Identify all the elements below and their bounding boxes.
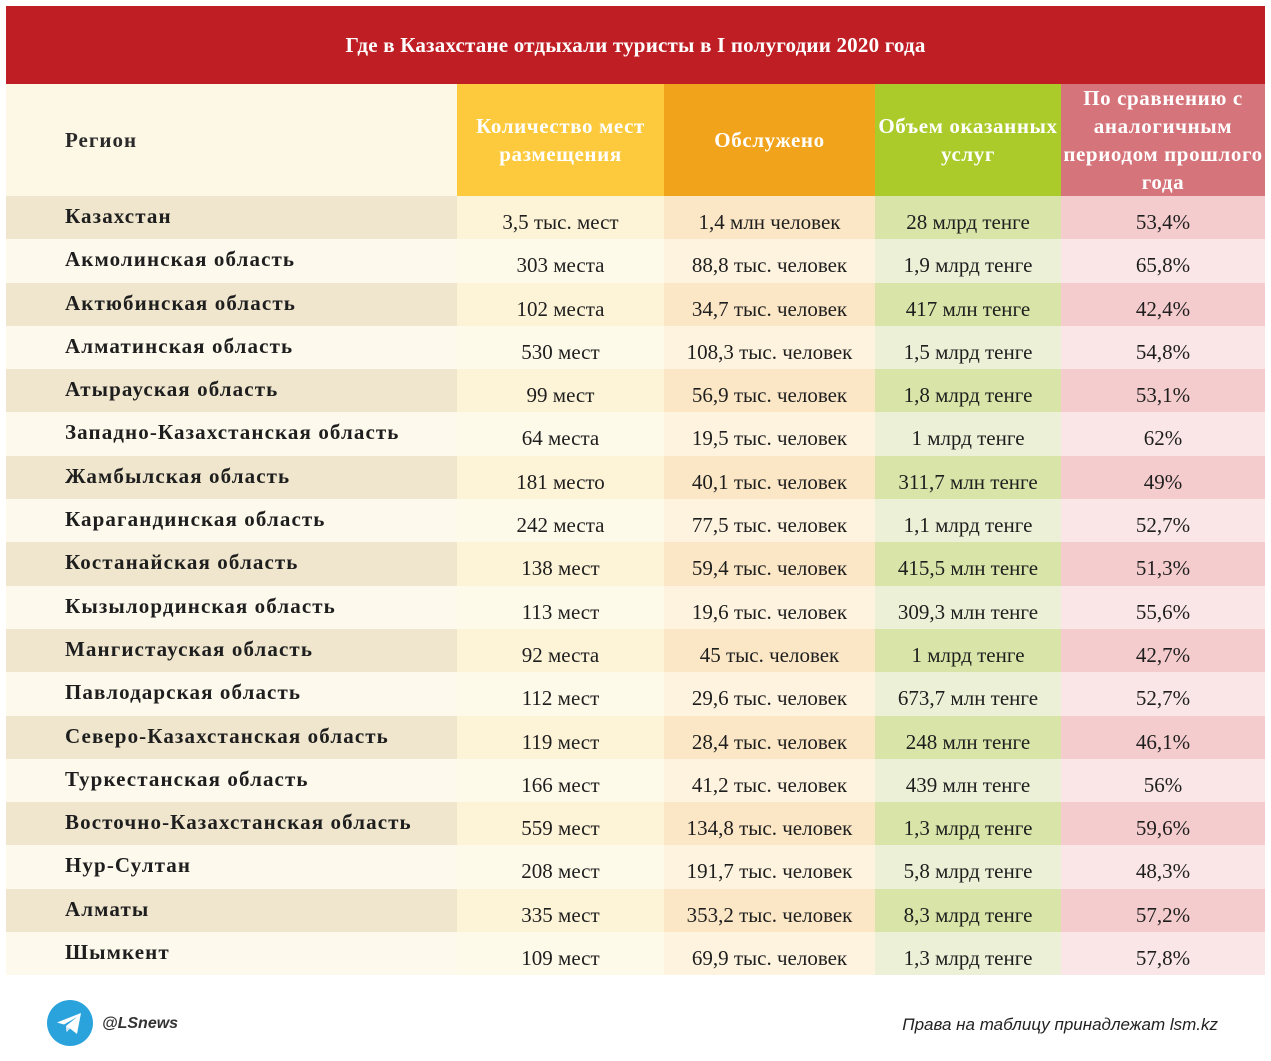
cell-region: Мангистауская область <box>6 629 457 672</box>
table-row <box>6 759 1265 802</box>
cell-compare: 53,1% <box>1061 369 1265 412</box>
cell-places: 109 мест <box>457 932 664 975</box>
cell-volume: 28 млрд тенге <box>875 196 1061 239</box>
cell-served: 34,7 тыс. человек <box>664 283 875 326</box>
cell-volume: 8,3 млрд тенге <box>875 889 1061 932</box>
cell-places: 166 мест <box>457 759 664 802</box>
cell-served: 134,8 тыс. человек <box>664 802 875 845</box>
cell-served: 28,4 тыс. человек <box>664 716 875 759</box>
cell-compare: 65,8% <box>1061 239 1265 282</box>
cell-region: Атырауская область <box>6 369 457 412</box>
cell-compare: 51,3% <box>1061 542 1265 585</box>
cell-region: Алматинская область <box>6 326 457 369</box>
header-volume: Объем оказанных услуг <box>875 84 1061 196</box>
cell-region: Акмолинская область <box>6 239 457 282</box>
table-header <box>6 84 1265 196</box>
cell-places: 64 места <box>457 412 664 455</box>
cell-places: 3,5 тыс. мест <box>457 196 664 239</box>
cell-places: 559 мест <box>457 802 664 845</box>
cell-served: 56,9 тыс. человек <box>664 369 875 412</box>
cell-served: 108,3 тыс. человек <box>664 326 875 369</box>
table-row <box>6 196 1265 239</box>
cell-compare: 53,4% <box>1061 196 1265 239</box>
cell-compare: 46,1% <box>1061 716 1265 759</box>
header-region: Регион <box>6 84 457 196</box>
table-row <box>6 326 1265 369</box>
cell-volume: 309,3 млн тенге <box>875 586 1061 629</box>
cell-volume: 1,9 млрд тенге <box>875 239 1061 282</box>
cell-served: 19,6 тыс. человек <box>664 586 875 629</box>
footer-handle[interactable]: @LSnews <box>102 1015 179 1032</box>
cell-region: Шымкент <box>6 932 457 975</box>
cell-region: Северо-Казахстанская область <box>6 716 457 759</box>
cell-compare: 57,2% <box>1061 889 1265 932</box>
table-row <box>6 499 1265 542</box>
cell-places: 303 места <box>457 239 664 282</box>
cell-compare: 42,4% <box>1061 283 1265 326</box>
table-row <box>6 586 1265 629</box>
cell-compare: 48,3% <box>1061 845 1265 888</box>
cell-compare: 49% <box>1061 456 1265 499</box>
cell-compare: 59,6% <box>1061 802 1265 845</box>
cell-places: 102 места <box>457 283 664 326</box>
cell-compare: 52,7% <box>1061 672 1265 715</box>
table-row <box>6 629 1265 672</box>
cell-served: 59,4 тыс. человек <box>664 542 875 585</box>
cell-served: 29,6 тыс. человек <box>664 672 875 715</box>
cell-places: 181 место <box>457 456 664 499</box>
cell-places: 242 места <box>457 499 664 542</box>
cell-region: Казахстан <box>6 196 457 239</box>
cell-served: 40,1 тыс. человек <box>664 456 875 499</box>
table-row <box>6 932 1265 975</box>
cell-places: 99 мест <box>457 369 664 412</box>
cell-volume: 1 млрд тенге <box>875 629 1061 672</box>
cell-region: Восточно-Казахстанская область <box>6 802 457 845</box>
cell-compare: 52,7% <box>1061 499 1265 542</box>
cell-places: 208 мест <box>457 845 664 888</box>
cell-region: Кызылординская область <box>6 586 457 629</box>
cell-served: 77,5 тыс. человек <box>664 499 875 542</box>
header-served: Обслужено <box>664 84 875 196</box>
cell-served: 88,8 тыс. человек <box>664 239 875 282</box>
cell-region: Западно-Казахстанская область <box>6 412 457 455</box>
cell-compare: 62% <box>1061 412 1265 455</box>
header-compare: По сравнению с аналогичным периодом прошлого года <box>1061 84 1265 196</box>
table-row <box>6 542 1265 585</box>
cell-volume: 1,5 млрд тенге <box>875 326 1061 369</box>
cell-compare: 55,6% <box>1061 586 1265 629</box>
cell-region: Павлодарская область <box>6 672 457 715</box>
cell-served: 19,5 тыс. человек <box>664 412 875 455</box>
cell-region: Туркестанская область <box>6 759 457 802</box>
telegram-icon[interactable] <box>47 1000 93 1046</box>
cell-served: 353,2 тыс. человек <box>664 889 875 932</box>
table-row <box>6 456 1265 499</box>
cell-region: Нур-Султан <box>6 845 457 888</box>
table-row <box>6 239 1265 282</box>
cell-places: 112 мест <box>457 672 664 715</box>
footer-rights: Права на таблицу принадлежат lsm.kz <box>902 1015 1218 1034</box>
cell-places: 113 мест <box>457 586 664 629</box>
table-row <box>6 412 1265 455</box>
table-row <box>6 845 1265 888</box>
cell-region: Алматы <box>6 889 457 932</box>
table-row <box>6 716 1265 759</box>
cell-volume: 439 млн тенге <box>875 759 1061 802</box>
table-body <box>6 196 1265 975</box>
cell-region: Костанайская область <box>6 542 457 585</box>
cell-places: 92 места <box>457 629 664 672</box>
cell-region: Карагандинская область <box>6 499 457 542</box>
cell-served: 69,9 тыс. человек <box>664 932 875 975</box>
cell-volume: 1 млрд тенге <box>875 412 1061 455</box>
cell-volume: 673,7 млн тенге <box>875 672 1061 715</box>
data-table <box>6 84 1265 975</box>
cell-volume: 1,3 млрд тенге <box>875 802 1061 845</box>
cell-compare: 42,7% <box>1061 629 1265 672</box>
cell-places: 138 мест <box>457 542 664 585</box>
cell-volume: 415,5 млн тенге <box>875 542 1061 585</box>
cell-volume: 417 млн тенге <box>875 283 1061 326</box>
cell-volume: 1,1 млрд тенге <box>875 499 1061 542</box>
cell-served: 191,7 тыс. человек <box>664 845 875 888</box>
cell-volume: 311,7 млн тенге <box>875 456 1061 499</box>
cell-compare: 54,8% <box>1061 326 1265 369</box>
table-row <box>6 802 1265 845</box>
cell-region: Актюбинская область <box>6 283 457 326</box>
cell-volume: 1,8 млрд тенге <box>875 369 1061 412</box>
cell-served: 1,4 млн человек <box>664 196 875 239</box>
table-row <box>6 369 1265 412</box>
cell-served: 45 тыс. человек <box>664 629 875 672</box>
table-row <box>6 672 1265 715</box>
cell-served: 41,2 тыс. человек <box>664 759 875 802</box>
cell-region: Жамбылская область <box>6 456 457 499</box>
header-places: Количество мест размещения <box>457 84 664 196</box>
cell-volume: 5,8 млрд тенге <box>875 845 1061 888</box>
cell-compare: 56% <box>1061 759 1265 802</box>
cell-places: 530 мест <box>457 326 664 369</box>
table-title: Где в Казахстане отдыхали туристы в I полугодии 2020 года <box>6 6 1265 84</box>
cell-volume: 1,3 млрд тенге <box>875 932 1061 975</box>
cell-volume: 248 млн тенге <box>875 716 1061 759</box>
cell-places: 119 мест <box>457 716 664 759</box>
cell-places: 335 мест <box>457 889 664 932</box>
cell-compare: 57,8% <box>1061 932 1265 975</box>
table-row <box>6 889 1265 932</box>
table-row <box>6 283 1265 326</box>
